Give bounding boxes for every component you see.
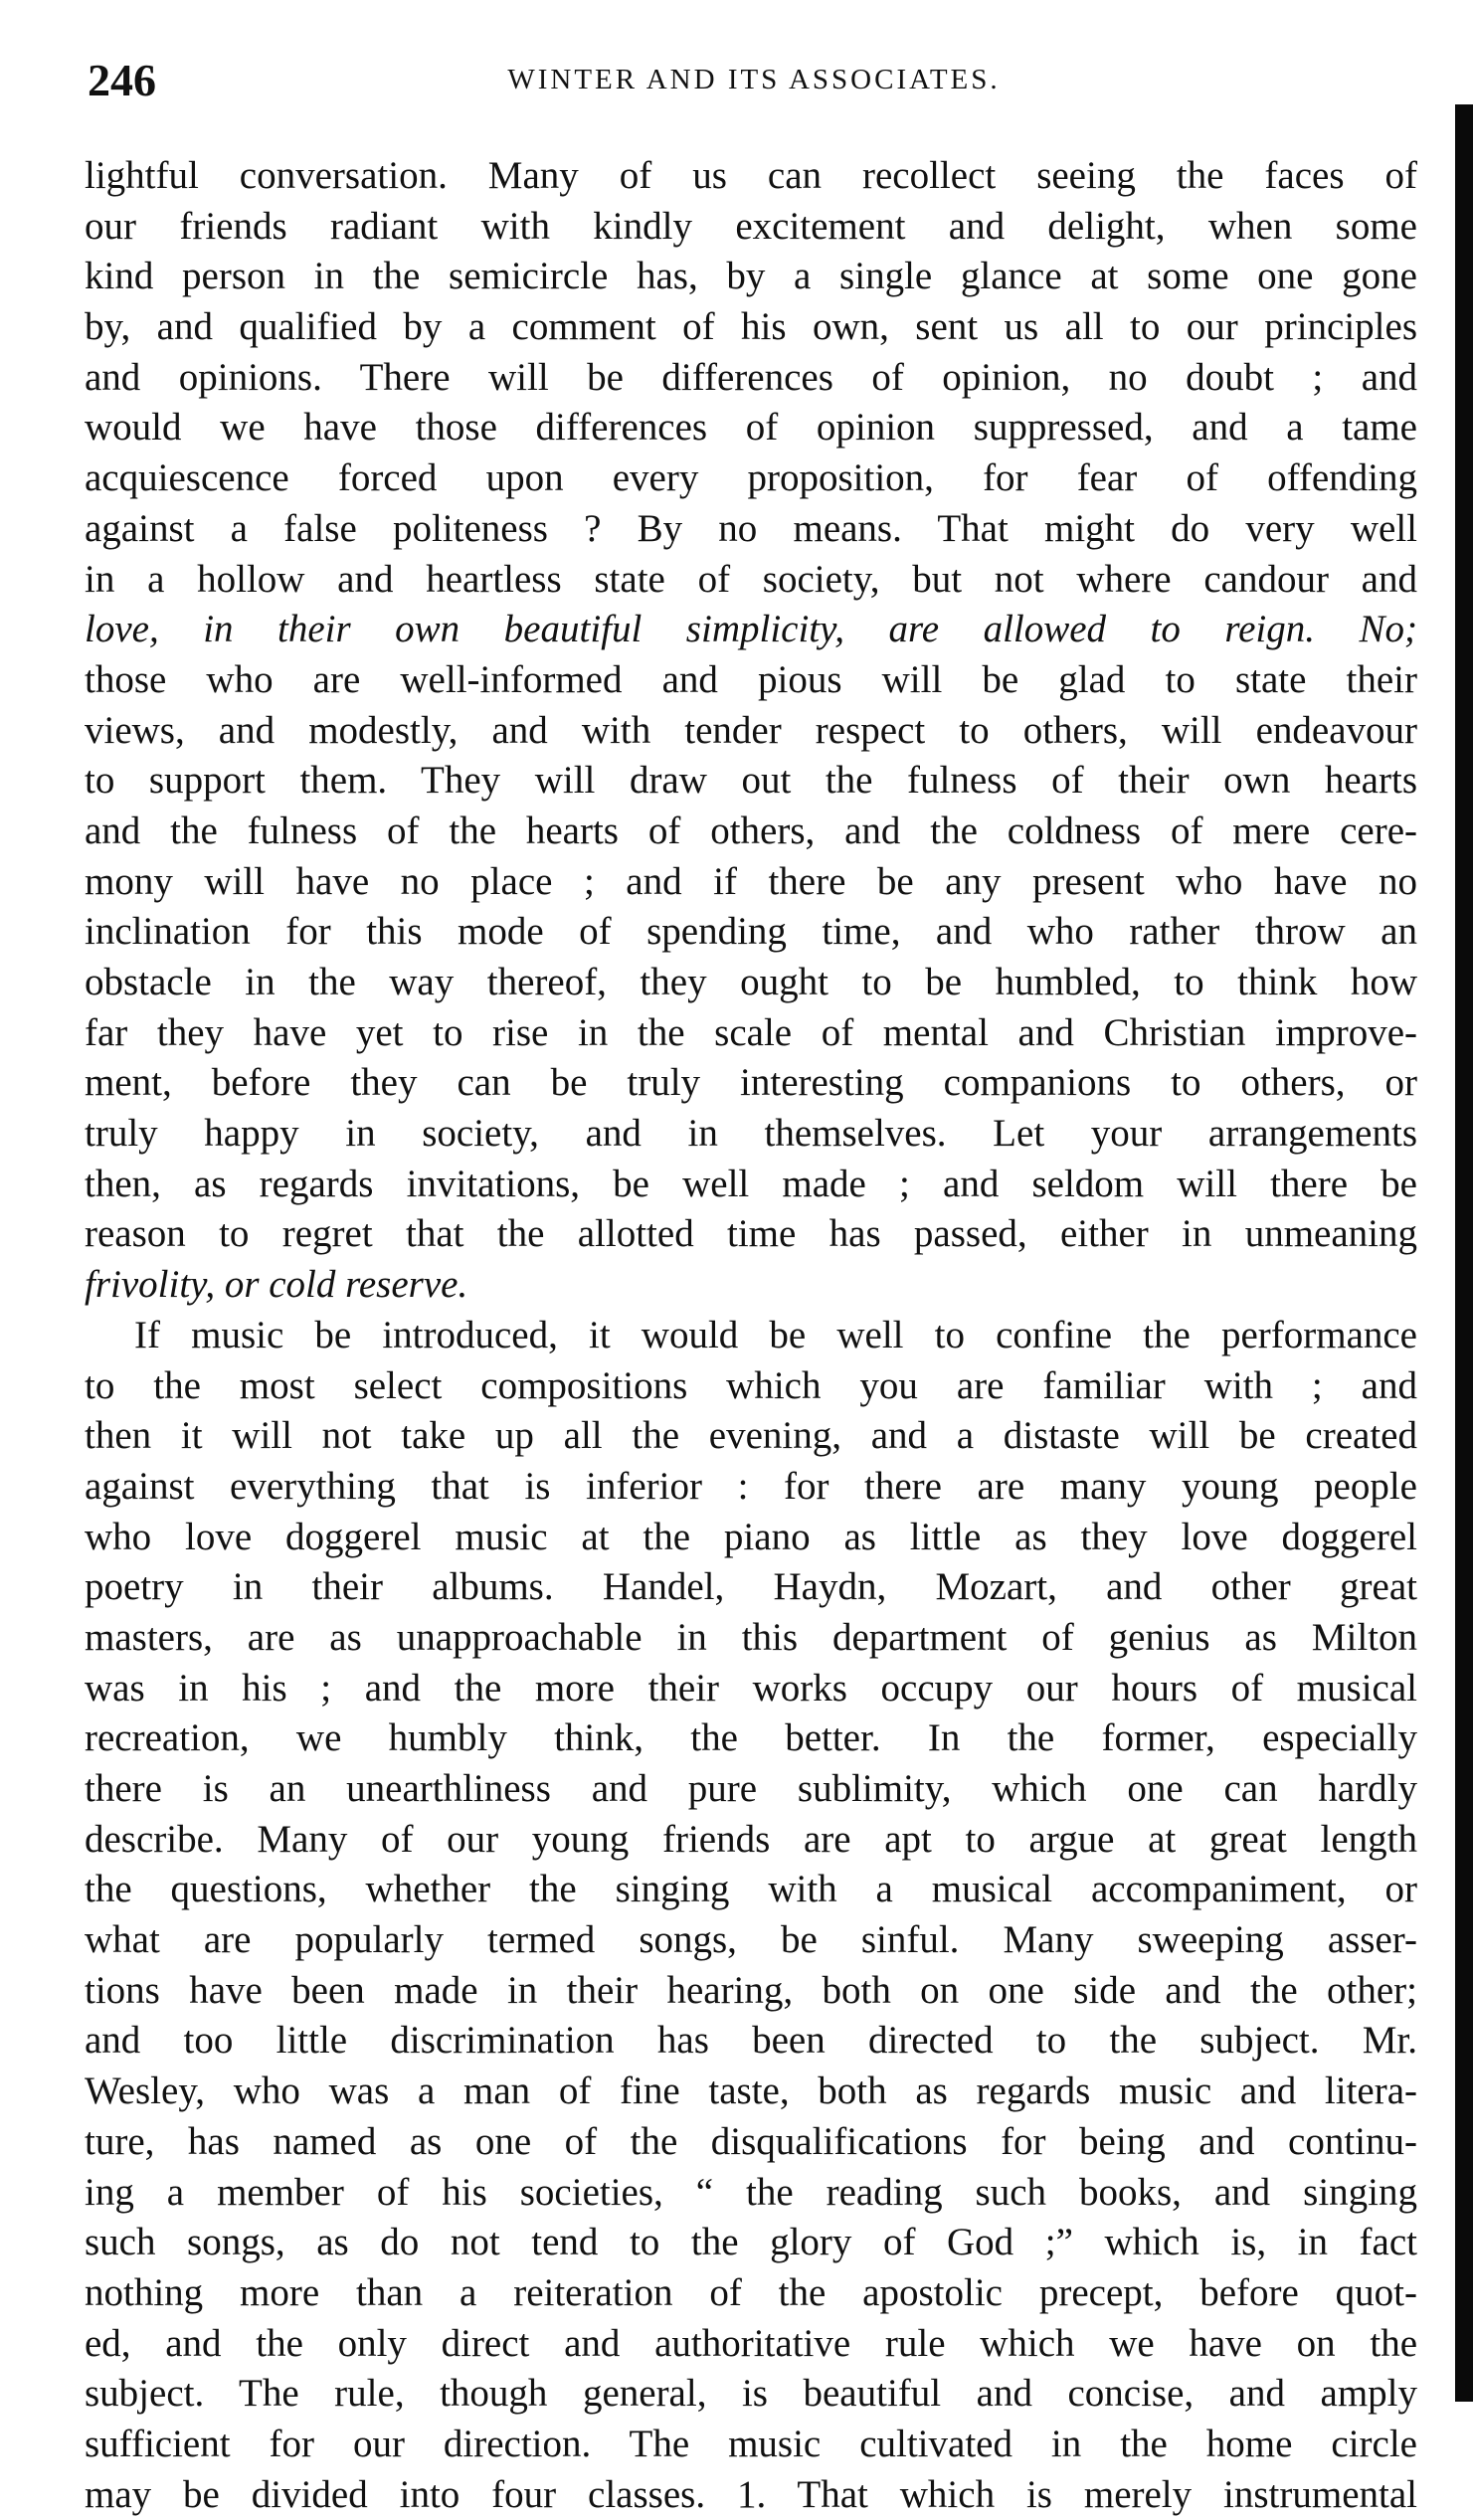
- text-line: If music be introduced, it would be well to confine the performance: [134, 1313, 1417, 1356]
- text-line: recreation, we humbly think, the better. In the former, especially: [85, 1716, 1417, 1760]
- text-line: mony will have no place ; and if there be any present who have no: [85, 859, 1417, 903]
- running-head: WINTER AND ITS ASSOCIATES.: [507, 64, 1001, 95]
- text-line: the questions, whether the singing with a musical accompaniment, or: [85, 1868, 1417, 1911]
- text-line: and too little discrimination has been directed to the subject. Mr.: [85, 2019, 1417, 2063]
- text-line: to the most select compositions which you are familiar with ; and: [85, 1363, 1417, 1407]
- text-line: inclination for this mode of spending time, and who rather throw an: [85, 910, 1417, 954]
- text-line: describe. Many of our young friends are apt to argue at great length: [85, 1817, 1417, 1861]
- text-line: poetry in their albums. Handel, Haydn, Mozart, and other great: [85, 1565, 1417, 1609]
- page-number: 246: [88, 55, 156, 105]
- text-line: who love doggerel music at the piano as little as they love doggerel: [85, 1515, 1417, 1558]
- text-line: far they have yet to rise in the scale of mental and Christian improve-: [85, 1010, 1417, 1054]
- text-line: in a hollow and heartless state of society, but not where candour and: [85, 557, 1417, 601]
- text-line: then it will not take up all the evening, and a distaste will be created: [85, 1414, 1417, 1458]
- page-header: [88, 54, 1420, 113]
- text-line: frivolity, or cold reserve.: [85, 1263, 468, 1307]
- text-line: such songs, as do not tend to the glory of God ;” which is, in fact: [85, 2221, 1417, 2264]
- text-line: views, and modestly, and with tender respect to others, will endeavour: [85, 708, 1417, 752]
- text-line: against a false politeness ? By no means. That might do very well: [85, 506, 1417, 550]
- text-line: lightful conversation. Many of us can recollect seeing the faces of: [85, 154, 1417, 197]
- text-line: masters, are as unapproachable in this department of genius as Milton: [85, 1615, 1417, 1659]
- text-line: then, as regards invitations, be well made ; and seldom will there be: [85, 1162, 1417, 1205]
- body-text: [85, 151, 1417, 2520]
- text-line: and opinions. There will be differences of opinion, no doubt ; and: [85, 355, 1417, 399]
- text-line: was in his ; and the more their works occupy our hours of musical: [85, 1666, 1417, 1710]
- text-line: to support them. They will draw out the fulness of their own hearts: [85, 759, 1417, 803]
- text-line: love, in their own beautiful simplicity, are allowed to reign. No;: [85, 608, 1417, 651]
- text-line: ed, and the only direct and authoritative rule which we have on the: [85, 2321, 1417, 2365]
- text-line: by, and qualified by a comment of his own, sent us all to our principles: [85, 305, 1417, 349]
- text-line: and the fulness of the hearts of others, and the coldness of mere cere-: [85, 809, 1417, 852]
- scan-binding-edge: [1455, 104, 1473, 2402]
- text-line: acquiescence forced upon every proposition, for fear of offending: [85, 456, 1417, 500]
- text-line: would we have those differences of opinion suppressed, and a tame: [85, 406, 1417, 450]
- text-line: may be divided into four classes. 1. That which is merely instrumental: [85, 2472, 1417, 2516]
- text-line: there is an unearthliness and pure sublimity, which one can hardly: [85, 1767, 1417, 1810]
- text-line: ture, has named as one of the disqualifications for being and continu-: [85, 2119, 1417, 2163]
- text-line: reason to regret that the allotted time has passed, either in unmeaning: [85, 1212, 1417, 1256]
- text-line: kind person in the semicircle has, by a single glance at some one gone: [85, 255, 1417, 298]
- text-line: tions have been made in their hearing, both on one side and the other;: [85, 1968, 1417, 2012]
- text-line: those who are well-informed and pious will be glad to state their: [85, 657, 1417, 701]
- text-line: truly happy in society, and in themselves. Let your arrangements: [85, 1112, 1417, 1156]
- text-line: Wesley, who was a man of fine taste, both as regards music and litera-: [85, 2070, 1417, 2113]
- text-line: nothing more than a reiteration of the apostolic precept, before quot-: [85, 2270, 1417, 2314]
- text-line: against everything that is inferior : for there are many young people: [85, 1464, 1417, 1508]
- text-line: sufficient for our direction. The music cultivated in the home circle: [85, 2422, 1417, 2465]
- text-line: obstacle in the way thereof, they ought to be humbled, to think how: [85, 961, 1417, 1003]
- text-line: what are popularly termed songs, be sinful. Many sweeping asser-: [85, 1918, 1417, 1962]
- text-line: our friends radiant with kindly excitement and delight, when some: [85, 204, 1417, 248]
- text-line: subject. The rule, though general, is beautiful and concise, and amply: [85, 2372, 1417, 2416]
- text-line: ment, before they can be truly interesting companions to others, or: [85, 1061, 1417, 1105]
- text-line: ing a member of his societies, “ the reading such books, and singing: [85, 2170, 1417, 2214]
